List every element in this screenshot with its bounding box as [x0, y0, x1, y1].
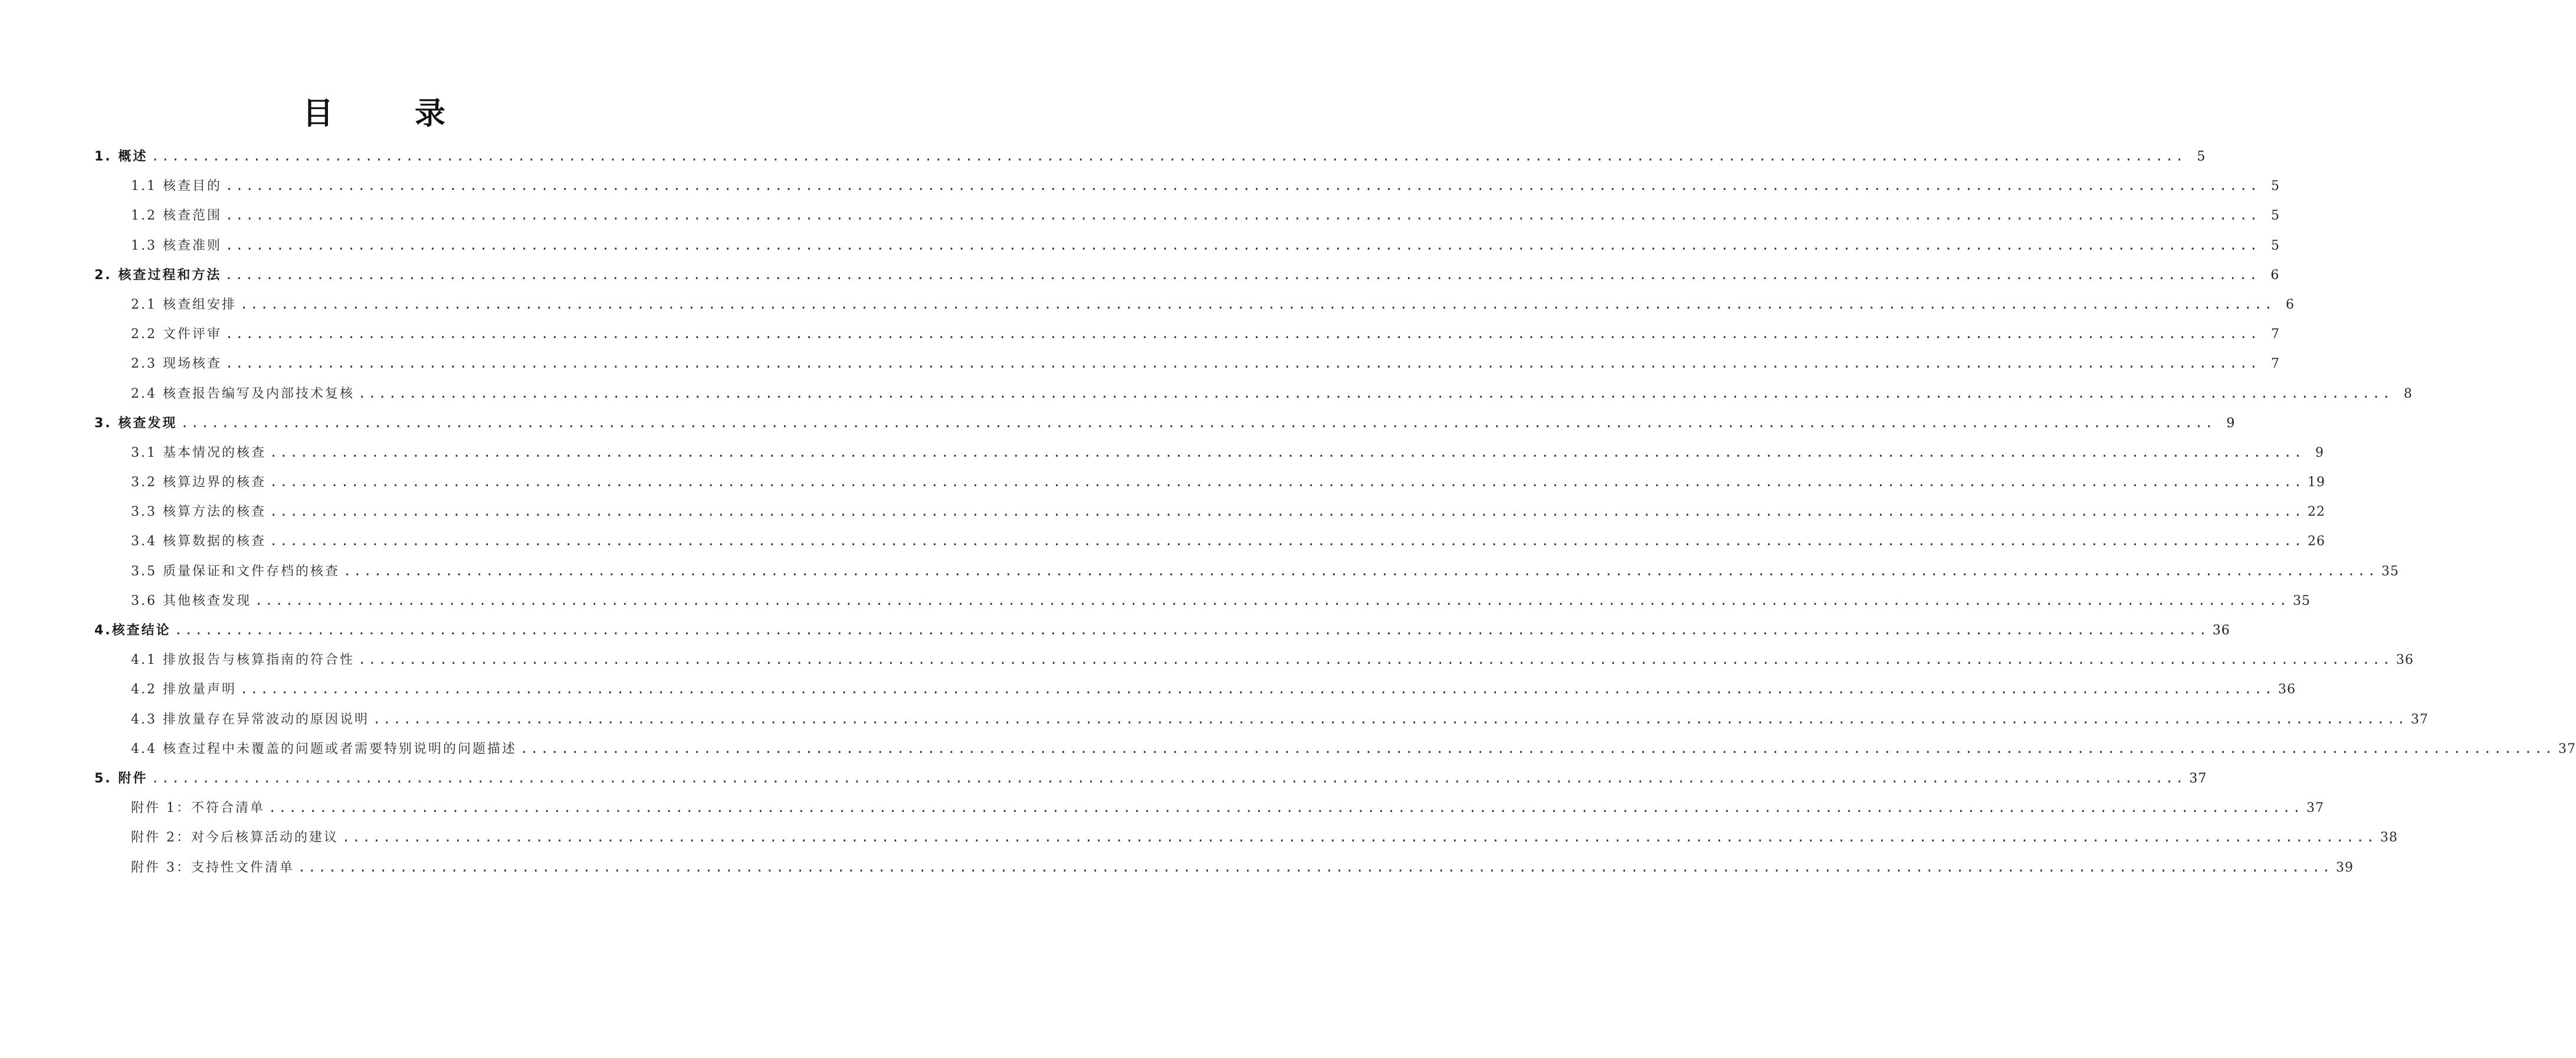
toc-entry-label: 3.5 质量保证和文件存档的核查 — [131, 564, 340, 579]
toc-subsection-entry[interactable] — [94, 679, 2296, 709]
toc-dot-leader: ........................................................................................................................................................................................................ — [520, 741, 2555, 756]
toc-subsection-entry[interactable] — [94, 324, 2280, 353]
toc-dot-leader: ........................................................................................................................................................................................................ — [225, 208, 2260, 224]
toc-dot-leader: ........................................................................................................................................................................................................ — [225, 356, 2260, 372]
toc-page-number: 38 — [2380, 830, 2398, 846]
toc-dot-leader: ........................................................................................................................................................................................................ — [269, 534, 2305, 549]
toc-entry-label: 附件 2：对今后核算活动的建议 — [131, 830, 339, 846]
toc-subsection-entry[interactable] — [94, 235, 2280, 265]
toc-dot-leader: ........................................................................................................................................................................................................ — [342, 830, 2377, 846]
toc-entry-label: 2. 核查过程和方法 — [94, 267, 222, 283]
toc-subsection-entry[interactable] — [94, 591, 2311, 620]
toc-section-entry[interactable] — [94, 768, 2207, 798]
toc-subsection-entry[interactable] — [94, 443, 2325, 472]
toc-entry-label: 2.3 现场核查 — [131, 356, 222, 372]
toc-subsection-entry[interactable] — [94, 472, 2326, 502]
toc-subsection-entry[interactable] — [94, 502, 2326, 531]
toc-subsection-entry[interactable] — [94, 561, 2400, 591]
toc-dot-leader: ........................................................................................................................................................................................................ — [269, 445, 2305, 460]
toc-entry-label: 附件 1：不符合清单 — [131, 801, 265, 816]
toc-entry-label: 1.3 核查准则 — [131, 238, 222, 253]
toc-dot-leader: ........................................................................................................................................................................................................ — [239, 297, 2275, 312]
toc-entry-label: 1.2 核查范围 — [131, 208, 222, 224]
toc-dot-leader: ........................................................................................................................................................................................................ — [254, 593, 2290, 608]
toc-page-number: 9 — [2315, 445, 2325, 460]
toc-entry-label: 4.3 排放量存在异常波动的原因说明 — [131, 712, 369, 727]
toc-page-number: 5 — [2271, 179, 2280, 194]
toc-dot-leader: ........................................................................................................................................................................................................ — [268, 801, 2303, 816]
toc-page-number: 37 — [2411, 712, 2429, 727]
toc-dot-leader: ........................................................................................................................................................................................................ — [225, 238, 2260, 253]
toc-subsection-entry[interactable] — [94, 827, 2398, 857]
toc-page-number: 36 — [2396, 653, 2414, 668]
table-of-contents — [94, 146, 2576, 887]
toc-section-entry[interactable] — [94, 413, 2236, 443]
toc-entry-label: 1. 概述 — [94, 149, 148, 164]
toc-entry-label: 3.6 其他核查发现 — [131, 593, 251, 608]
toc-subsection-entry[interactable] — [94, 353, 2280, 383]
toc-dot-leader: ........................................................................................................................................................................................................ — [343, 564, 2378, 579]
toc-subsection-entry[interactable] — [94, 650, 2414, 679]
toc-page-number: 19 — [2308, 475, 2326, 490]
toc-entry-label: 2.1 核查组安排 — [131, 297, 237, 312]
toc-entry-label: 3.4 核算数据的核查 — [131, 534, 266, 549]
toc-dot-leader: ........................................................................................................................................................................................................ — [269, 505, 2305, 520]
toc-dot-leader: ........................................................................................................................................................................................................ — [372, 712, 2408, 727]
toc-entry-label: 附件 3：支持性文件清单 — [131, 860, 294, 875]
toc-dot-leader: ........................................................................................................................................................................................................ — [357, 386, 2393, 401]
toc-entry-label: 5. 附件 — [94, 771, 148, 786]
toc-entry-label: 4.4 核查过程中未覆盖的问题或者需要特别说明的问题描述 — [131, 741, 517, 756]
toc-page-number: 5 — [2271, 208, 2280, 224]
toc-dot-leader: ........................................................................................................................................................................................................ — [298, 860, 2333, 875]
toc-dot-leader: ........................................................................................................................................................................................................ — [174, 623, 2209, 638]
toc-subsection-entry[interactable] — [94, 739, 2576, 768]
toc-page-number: 5 — [2271, 238, 2280, 253]
toc-dot-leader: ........................................................................................................................................................................................................ — [269, 475, 2305, 490]
toc-page-number: 7 — [2271, 356, 2280, 372]
toc-entry-label: 4.2 排放量声明 — [131, 682, 237, 697]
toc-page-number: 5 — [2197, 149, 2206, 164]
toc-page-number: 6 — [2270, 267, 2280, 283]
toc-page-number: 37 — [2189, 771, 2207, 786]
toc-subsection-entry[interactable] — [94, 384, 2413, 413]
toc-entry-label: 3. 核查发现 — [94, 415, 178, 431]
toc-dot-leader: ........................................................................................................................................................................................................ — [225, 267, 2260, 283]
toc-entry-label: 1.1 核查目的 — [131, 179, 222, 194]
toc-entry-label: 2.2 文件评审 — [131, 327, 222, 342]
toc-dot-leader: ........................................................................................................................................................................................................ — [181, 415, 2216, 431]
toc-page-number: 26 — [2308, 534, 2326, 549]
toc-section-entry[interactable] — [94, 620, 2230, 650]
toc-subsection-entry[interactable] — [94, 857, 2354, 887]
toc-page-number: 36 — [2278, 682, 2296, 697]
page-title: 目 录 — [302, 96, 481, 132]
toc-entry-label: 3.1 基本情况的核查 — [131, 445, 266, 460]
toc-subsection-entry[interactable] — [94, 798, 2325, 827]
toc-page-number: 36 — [2212, 623, 2230, 638]
toc-entry-label: 3.3 核算方法的核查 — [131, 505, 266, 520]
toc-dot-leader: ........................................................................................................................................................................................................ — [239, 682, 2275, 697]
toc-entry-label: 3.2 核算边界的核查 — [131, 475, 266, 490]
toc-dot-leader: ........................................................................................................................................................................................................ — [225, 179, 2260, 194]
toc-dot-leader: ........................................................................................................................................................................................................ — [357, 653, 2393, 668]
toc-page-number: 6 — [2286, 297, 2295, 312]
toc-dot-leader: ........................................................................................................................................................................................................ — [225, 327, 2260, 342]
toc-page-number: 8 — [2404, 386, 2413, 401]
toc-section-entry[interactable] — [94, 265, 2280, 294]
toc-entry-label: 2.4 核查报告编写及内部技术复核 — [131, 386, 355, 401]
toc-page-number: 35 — [2381, 564, 2400, 579]
toc-section-entry[interactable] — [94, 146, 2206, 176]
toc-page-number: 9 — [2226, 415, 2236, 431]
toc-page-number: 39 — [2336, 860, 2354, 875]
toc-page-number: 35 — [2293, 593, 2311, 608]
toc-subsection-entry[interactable] — [94, 294, 2295, 324]
toc-entry-label: 4.1 排放报告与核算指南的符合性 — [131, 653, 355, 668]
toc-entry-label: 4.核查结论 — [94, 623, 171, 638]
toc-page-number: 37 — [2558, 741, 2576, 756]
toc-dot-leader: ........................................................................................................................................................................................................ — [151, 149, 2186, 164]
toc-subsection-entry[interactable] — [94, 709, 2429, 739]
toc-page-number: 7 — [2271, 327, 2280, 342]
toc-page-number: 22 — [2308, 505, 2326, 520]
toc-subsection-entry[interactable] — [94, 531, 2326, 561]
toc-dot-leader: ........................................................................................................................................................................................................ — [151, 771, 2186, 786]
toc-subsection-entry[interactable] — [94, 205, 2280, 235]
toc-subsection-entry[interactable] — [94, 176, 2280, 205]
toc-page-number: 37 — [2306, 801, 2325, 816]
